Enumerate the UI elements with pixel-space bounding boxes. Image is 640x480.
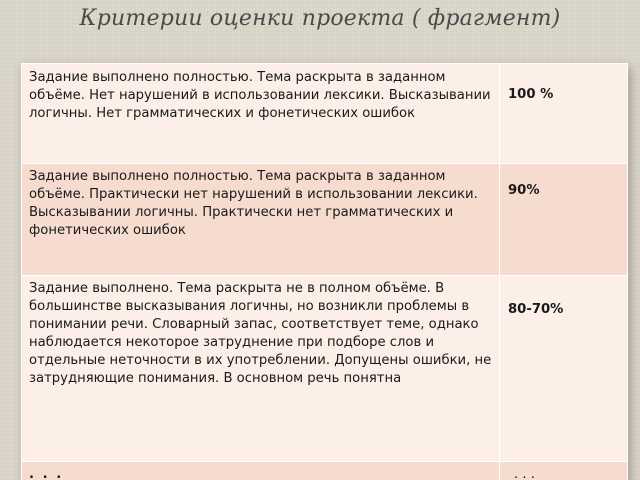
- table-row: [22, 164, 628, 276]
- criteria-score: 90%: [500, 164, 628, 276]
- criteria-score: 80-70%: [500, 276, 628, 462]
- slide-title: Критерии оценки проекта ( фрагмент): [79, 6, 561, 31]
- criteria-table: [21, 63, 628, 480]
- criteria-description: . . .: [22, 462, 500, 480]
- table-row: [22, 276, 628, 462]
- table-row: [22, 64, 628, 164]
- criteria-score: 100 %: [500, 64, 628, 164]
- criteria-description: Задание выполнено полностью. Тема раскрыта в заданном объёме. Практически нет нарушений в использовании лексики. Высказывании логичны. Практически нет грамматических и фонетических ошибок: [22, 164, 500, 276]
- criteria-score: . . .: [500, 462, 628, 480]
- criteria-description: Задание выполнено полностью. Тема раскрыта в заданном объёме. Нет нарушений в использовании лексики. Высказывании логичны. Нет грамматических и фонетических ошибок: [22, 64, 500, 164]
- table-row: [22, 462, 628, 480]
- criteria-description: Задание выполнено. Тема раскрыта не в полном объёме. В большинстве высказывания логичны, но возникли проблемы в понимании речи. Словарный запас, соответствует теме, однако наблюдается некоторое затруднение при подборе слов и отдельные неточности в их употреблении. Допущены ошибки, не затрудняющие понимания. В основном речь понятна: [22, 276, 500, 462]
